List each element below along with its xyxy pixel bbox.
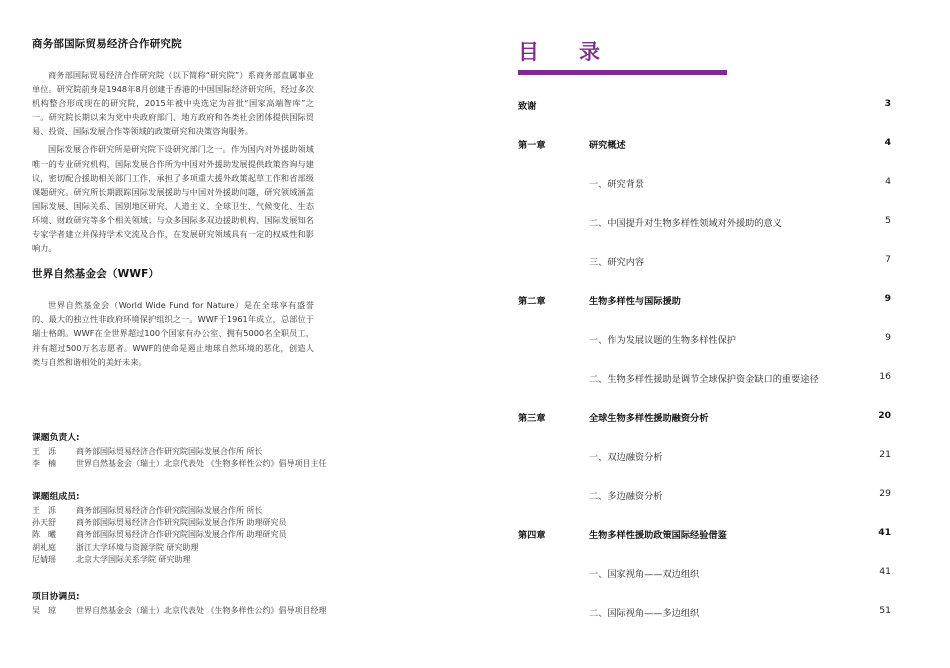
- member-name: 李 楠: [32, 459, 56, 469]
- toc-page-number: 21: [879, 449, 891, 460]
- caitec-paragraph-1: 商务部国际贸易经济合作研究院（以下简称“研究院”）系商务部直属事业单位。研究院前身是1948年8月创建于香港的中国国际经济研究所，经过多次机构整合形成现在的研究院，2015年被中央选定为首批“国家高端智库”之一。研究院长期以来为党中央政府部门、地方政府和各类社会团体提供国际贸易、投资、国际发展合作等领域的政策研究和决策咨询服务。: [32, 70, 314, 137]
- toc-entry[interactable]: [518, 371, 894, 385]
- member-role: 世界自然基金会（瑞士）北京代表处 《生物多样性公约》倡导项目主任: [76, 459, 327, 469]
- toc-entry[interactable]: [518, 137, 894, 151]
- toc-page-number: 9: [884, 293, 891, 304]
- toc-page-number: 29: [879, 488, 891, 499]
- toc-entry[interactable]: [518, 332, 894, 346]
- toc-entry-title: 一、作为发展议题的生物多样性保护: [589, 335, 736, 346]
- member-role: 商务部国际贸易经济合作研究院国际发展合作所 所长: [76, 447, 263, 456]
- institutions-intro: [32, 36, 314, 369]
- toc-entry[interactable]: [518, 566, 894, 580]
- toc-page-number: 4: [884, 137, 891, 148]
- toc-page-number: 7: [885, 254, 891, 265]
- member-row: [32, 542, 332, 554]
- member-row: [32, 605, 332, 617]
- toc-entry[interactable]: [518, 215, 894, 229]
- toc-entry[interactable]: [518, 410, 894, 424]
- toc-entry[interactable]: [518, 527, 894, 541]
- wwf-title: 世界自然基金会（WWF）: [32, 268, 160, 281]
- toc-entry[interactable]: [518, 605, 894, 619]
- toc-entry-title: 一、国家视角——双边组织: [589, 569, 700, 580]
- toc-accent-bar: [518, 70, 727, 75]
- toc-entry-title: 生物多样性援助政策国际经验借鉴: [589, 530, 727, 541]
- project-coordinator: [32, 589, 332, 617]
- toc-page-number: 16: [879, 371, 891, 382]
- member-name: 孙天舒: [32, 518, 56, 528]
- coordinator-heading: 项目协调员:: [32, 592, 80, 602]
- toc-entry[interactable]: [518, 98, 894, 112]
- toc-entry-title: 研究概述: [589, 140, 626, 151]
- project-leaders: [32, 430, 332, 470]
- toc-page-number: 41: [878, 527, 891, 538]
- toc-entry[interactable]: [518, 176, 894, 190]
- toc-chapter: 第三章: [518, 413, 546, 424]
- member-role: 世界自然基金会（瑞士）北京代表处 《生物多样性公约》倡导项目经理: [76, 606, 327, 615]
- member-row: [32, 458, 332, 470]
- toc-page-number: 5: [885, 215, 891, 226]
- toc-chapter: 第四章: [518, 530, 546, 541]
- member-name: 尼婧瑶: [32, 554, 56, 564]
- toc-page-number: 3: [884, 98, 891, 109]
- toc-entry[interactable]: [518, 293, 894, 307]
- toc-entry[interactable]: [518, 488, 894, 502]
- toc-page-number: 4: [885, 176, 891, 187]
- toc-entry-title: 一、双边融资分析: [589, 452, 663, 463]
- member-name: 吴 琼: [32, 606, 56, 615]
- member-name: 王 泺: [32, 447, 56, 456]
- toc-page-number: 51: [879, 605, 891, 616]
- toc-page-number: 41: [879, 566, 891, 577]
- caitec-title: 商务部国际贸易经济合作研究院: [32, 38, 182, 50]
- wwf-paragraph: 世界自然基金会（World Wide Fund for Nature）是在全球享有盛誉的、最大的独立性非政府环境保护组织之一。WWF于1961年成立，总部位于瑞士格朗。WWF在全世界超过100个国家有办公室、拥有5000名全职员工，并有超过500万名志愿者。WWF的使命是遏止地球自然环境的恶化，创造人类与自然和谐相处的美好未来。: [32, 300, 314, 367]
- caitec-paragraph-2: 国际发展合作研究所是研究院下设研究部门之一。作为国内对外援助领域唯一的专业研究机构，国际发展合作所为中国对外援助发展提供政策咨询与建议，密切配合援助相关部门工作，承担了多项重大援外政策起草工作和省部级课题研究。研究所长期跟踪国际发展援助与中国对外援助问题，研究领域涵盖国际发展、国际关系、国别地区研究、人道主义、全球卫生、气候变化、生态环境、财政研究等多个相关领域；与众多国际多双边援助机构、国际发展知名专家学者建立并保持学术交流及合作，在发展研究领域具有一定的权威性和影响力。: [32, 144, 314, 254]
- member-name: 王 泺: [32, 506, 56, 515]
- toc-entry-title: 二、生物多样性援助是调节全球保护资金缺口的重要途径: [589, 374, 819, 385]
- toc-entry-title: 生物多样性与国际援助: [589, 296, 681, 307]
- toc-entry-title: 二、中国提升对生物多样性领域对外援助的意义: [589, 218, 782, 229]
- team-heading: 课题组成员:: [32, 492, 80, 502]
- member-row: [32, 529, 332, 541]
- member-role: 浙江大学环境与资源学院 研究助理: [76, 542, 199, 552]
- member-row: [32, 554, 332, 566]
- project-team: [32, 489, 332, 566]
- toc-chapter: 致谢: [518, 101, 537, 112]
- toc-page-number: 9: [885, 332, 891, 343]
- toc-entry-title: 二、国际视角——多边组织: [589, 608, 700, 619]
- toc-chapter: 第一章: [518, 140, 546, 151]
- toc-title: 目录: [518, 40, 640, 64]
- toc-entry[interactable]: [518, 449, 894, 463]
- member-name: 胡礼庭: [32, 542, 56, 552]
- member-row: [32, 517, 332, 529]
- toc-entry-title: 二、多边融资分析: [589, 491, 663, 502]
- leaders-heading: 课题负责人:: [32, 433, 80, 443]
- member-role: 商务部国际贸易经济合作研究院国际发展合作所 助理研究员: [76, 518, 287, 528]
- toc-entry-title: 全球生物多样性援助融资分析: [589, 413, 709, 424]
- member-role: 北京大学国际关系学院 研究助理: [76, 554, 191, 564]
- toc-page-number: 20: [878, 410, 891, 421]
- member-name: 陈 曦: [32, 530, 56, 540]
- toc-entry[interactable]: [518, 254, 894, 268]
- toc-chapter: 第二章: [518, 296, 546, 307]
- member-row: [32, 446, 332, 458]
- member-row: [32, 505, 332, 517]
- toc-entry-title: 三、研究内容: [589, 257, 645, 268]
- toc-entry-title: 一、研究背景: [589, 179, 645, 190]
- member-role: 商务部国际贸易经济合作研究院国际发展合作所 助理研究员: [76, 530, 287, 540]
- member-role: 商务部国际贸易经济合作研究院国际发展合作所 所长: [76, 506, 263, 515]
